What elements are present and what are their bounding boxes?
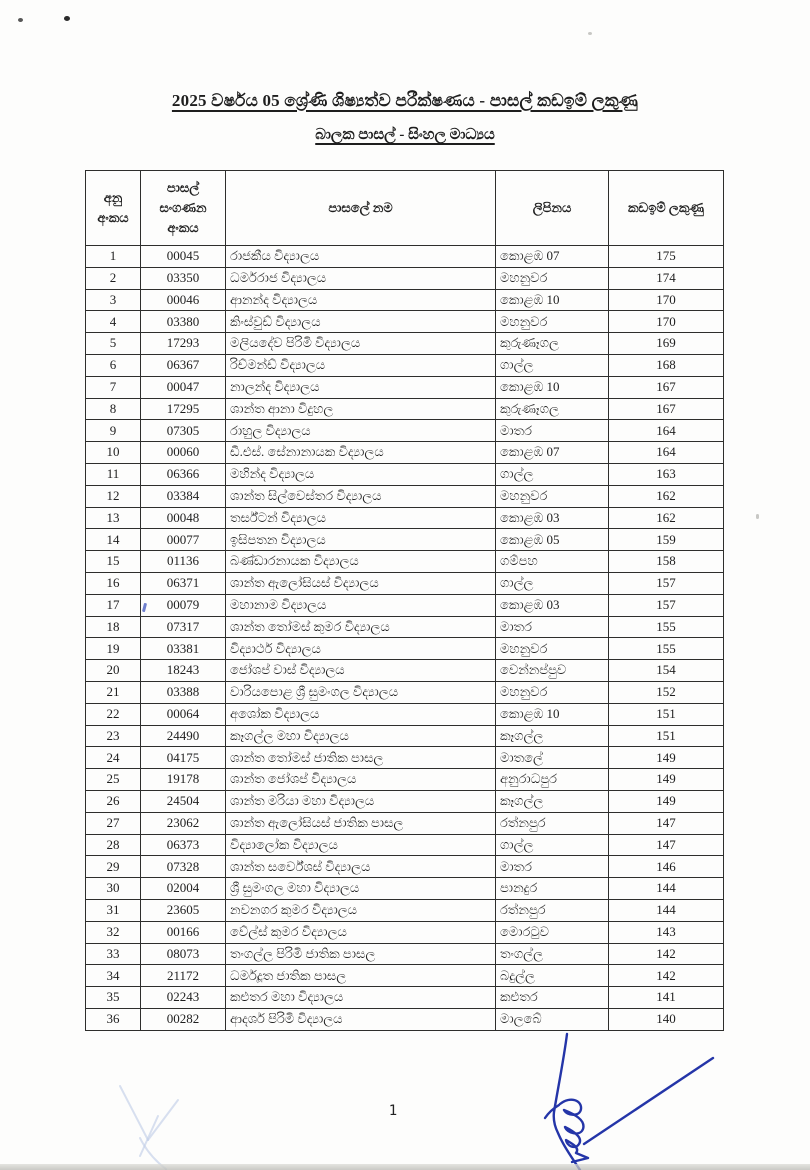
cell-address: රත්නපුර — [496, 899, 609, 921]
cell-census: 17293 — [141, 333, 226, 355]
cell-address: කොළඹ 03 — [496, 594, 609, 616]
cell-name: නාලන්ද විද්‍යාලය — [226, 376, 496, 398]
cell-no: 31 — [86, 899, 141, 921]
cell-no: 18 — [86, 616, 141, 638]
cell-name: ශාන්ත සර්වේශස් විද්‍යාලය — [226, 856, 496, 878]
cell-marks: 155 — [609, 638, 724, 660]
cell-no: 33 — [86, 943, 141, 965]
cell-name: ශාන්ත තෝමස් ජාතික පාසල — [226, 747, 496, 769]
cell-marks: 152 — [609, 681, 724, 703]
cell-marks: 151 — [609, 703, 724, 725]
cell-address: මාතර — [496, 616, 609, 638]
table-row — [86, 311, 724, 333]
cell-census: 03350 — [141, 267, 226, 289]
table-row — [86, 878, 724, 900]
cell-address: කෑගල්ල — [496, 790, 609, 812]
column-header-census: පාසල් සංගණන අංකය — [141, 171, 226, 246]
cell-marks: 147 — [609, 834, 724, 856]
cell-address: මොරටුව — [496, 921, 609, 943]
table-row — [86, 943, 724, 965]
cell-no: 2 — [86, 267, 141, 289]
cell-no: 14 — [86, 529, 141, 551]
cell-name: ශ්‍රී සුමංගල මහා විද්‍යාලය — [226, 878, 496, 900]
cell-marks: 141 — [609, 987, 724, 1009]
cell-address: වෙන්නප්පුව — [496, 660, 609, 682]
cell-marks: 170 — [609, 289, 724, 311]
cell-census: 00060 — [141, 442, 226, 464]
cell-census: 21172 — [141, 965, 226, 987]
cell-address: මහනුවර — [496, 267, 609, 289]
cell-no: 22 — [86, 703, 141, 725]
cell-no: 25 — [86, 769, 141, 791]
cell-census: 06371 — [141, 572, 226, 594]
cell-no: 6 — [86, 354, 141, 376]
cell-no: 30 — [86, 878, 141, 900]
cell-marks: 155 — [609, 616, 724, 638]
cell-census: 01136 — [141, 551, 226, 573]
cell-census: 24504 — [141, 790, 226, 812]
bleedthrough-ink — [92, 1078, 212, 1170]
cell-address: රත්නපුර — [496, 812, 609, 834]
cell-census: 00048 — [141, 507, 226, 529]
cell-address: මහනුවර — [496, 638, 609, 660]
cell-census: 00077 — [141, 529, 226, 551]
cell-marks: 154 — [609, 660, 724, 682]
table-row — [86, 398, 724, 420]
table-row — [86, 834, 724, 856]
cell-census: 03384 — [141, 485, 226, 507]
cell-address: කොළඹ 03 — [496, 507, 609, 529]
cell-name: විද්‍යාලෝක විද්‍යාලය — [226, 834, 496, 856]
cell-name: ධර්මරාජ විද්‍යාලය — [226, 267, 496, 289]
cell-census: 17295 — [141, 398, 226, 420]
table-row — [86, 681, 724, 703]
cell-no: 35 — [86, 987, 141, 1009]
cell-no: 34 — [86, 965, 141, 987]
cell-address: මාතලේ — [496, 747, 609, 769]
cell-census: 23605 — [141, 899, 226, 921]
cell-name: කිංස්වුඩ් විද්‍යාලය — [226, 311, 496, 333]
cell-census: 02243 — [141, 987, 226, 1009]
cell-census: 07305 — [141, 420, 226, 442]
table-row — [86, 442, 724, 464]
cell-marks: 168 — [609, 354, 724, 376]
cell-name: මලියදේව පිරිමි විද්‍යාලය — [226, 333, 496, 355]
cell-marks: 143 — [609, 921, 724, 943]
cell-no: 5 — [86, 333, 141, 355]
cell-marks: 157 — [609, 572, 724, 594]
cell-census: 03388 — [141, 681, 226, 703]
cell-no: 20 — [86, 660, 141, 682]
cell-name: වේල්ස් කුමර විද්‍යාලය — [226, 921, 496, 943]
table-row — [86, 420, 724, 442]
table-row — [86, 551, 724, 573]
cell-marks: 142 — [609, 943, 724, 965]
cell-census: 18243 — [141, 660, 226, 682]
scan-speck — [756, 514, 759, 519]
table-row — [86, 725, 724, 747]
cell-address: කොළඹ 10 — [496, 376, 609, 398]
cell-marks: 167 — [609, 398, 724, 420]
cell-census: 08073 — [141, 943, 226, 965]
cell-marks: 151 — [609, 725, 724, 747]
cell-address: ගම්පහ — [496, 551, 609, 573]
cell-census: 04175 — [141, 747, 226, 769]
table-header-row — [86, 171, 724, 246]
cell-no: 1 — [86, 246, 141, 268]
cell-name: අශෝක විද්‍යාලය — [226, 703, 496, 725]
cell-marks: 144 — [609, 899, 724, 921]
table-row — [86, 594, 724, 616]
cell-no: 27 — [86, 812, 141, 834]
cell-no: 24 — [86, 747, 141, 769]
cell-marks: 170 — [609, 311, 724, 333]
cell-no: 32 — [86, 921, 141, 943]
scan-edge-artifact — [0, 1164, 810, 1170]
column-header-name: පාසලේ නම — [226, 171, 496, 246]
cell-marks: 149 — [609, 790, 724, 812]
table-row — [86, 660, 724, 682]
cell-address: ගාල්ල — [496, 463, 609, 485]
cell-no: 16 — [86, 572, 141, 594]
table-row — [86, 354, 724, 376]
cell-address: මාලබේ — [496, 1008, 609, 1030]
cell-name: ශාන්ත ආනා විදුහල — [226, 398, 496, 420]
table-row — [86, 616, 724, 638]
cutoff-marks-table — [85, 170, 724, 1031]
cell-no: 3 — [86, 289, 141, 311]
cell-no: 4 — [86, 311, 141, 333]
cell-name: ආදර්ශ පිරිමි විද්‍යාලය — [226, 1008, 496, 1030]
cell-census: 06373 — [141, 834, 226, 856]
cell-no: 17 — [86, 594, 141, 616]
cell-marks: 162 — [609, 485, 724, 507]
cell-name: ආනන්ද විද්‍යාලය — [226, 289, 496, 311]
cell-census: 00282 — [141, 1008, 226, 1030]
cell-no: 7 — [86, 376, 141, 398]
cell-marks: 164 — [609, 420, 724, 442]
cell-census: 00079 — [141, 594, 226, 616]
cell-name: ශාන්ත තෝමස් කුමර විද්‍යාලය — [226, 616, 496, 638]
cell-address: කුරුණෑගල — [496, 333, 609, 355]
cell-census: 24490 — [141, 725, 226, 747]
cell-address: ගාල්ල — [496, 834, 609, 856]
cell-name: ශාන්ත ජෝශප් විද්‍යාලය — [226, 769, 496, 791]
cell-census: 00045 — [141, 246, 226, 268]
cell-address: කොළඹ 07 — [496, 246, 609, 268]
cell-marks: 144 — [609, 878, 724, 900]
column-header-marks: කඩඉම් ලකුණු — [609, 171, 724, 246]
cell-name: නවනගර කුමර විද්‍යාලය — [226, 899, 496, 921]
cell-marks: 142 — [609, 965, 724, 987]
table-row — [86, 572, 724, 594]
cell-name: ශාන්ත ඇලෝසියස් විද්‍යාලය — [226, 572, 496, 594]
cell-name: වාරියපොළ ශ්‍රී සුමංගල විද්‍යාලය — [226, 681, 496, 703]
cell-no: 26 — [86, 790, 141, 812]
cell-name: මහානාම විද්‍යාලය — [226, 594, 496, 616]
table-row — [86, 333, 724, 355]
cell-census: 06367 — [141, 354, 226, 376]
cell-no: 10 — [86, 442, 141, 464]
table-row — [86, 987, 724, 1009]
cell-census: 06366 — [141, 463, 226, 485]
cell-census: 00046 — [141, 289, 226, 311]
table-row — [86, 921, 724, 943]
cell-name: රාහුල විද්‍යාලය — [226, 420, 496, 442]
cell-address: ගාල්ල — [496, 572, 609, 594]
column-header-address: ලිපිනය — [496, 171, 609, 246]
cell-no: 23 — [86, 725, 141, 747]
table-row — [86, 246, 724, 268]
column-header-no: අනු අංකය — [86, 171, 141, 246]
cell-name: ජෝශප් වාස් විද්‍යාලය — [226, 660, 496, 682]
cell-name: කෑගල්ල මහා විද්‍යාලය — [226, 725, 496, 747]
cell-no: 19 — [86, 638, 141, 660]
scan-speck — [588, 32, 592, 35]
table-row — [86, 812, 724, 834]
cell-address: බදුල්ල — [496, 965, 609, 987]
cell-marks: 169 — [609, 333, 724, 355]
cell-address: ගාල්ල — [496, 354, 609, 376]
cell-census: 07317 — [141, 616, 226, 638]
table-row — [86, 747, 724, 769]
cell-address: මහනුවර — [496, 311, 609, 333]
cell-marks: 146 — [609, 856, 724, 878]
cell-name: මහින්ද විද්‍යාලය — [226, 463, 496, 485]
cell-marks: 149 — [609, 769, 724, 791]
cell-name: ශාන්ත සිල්වෙස්තර විද්‍යාලය — [226, 485, 496, 507]
cell-census: 00064 — [141, 703, 226, 725]
cell-marks: 159 — [609, 529, 724, 551]
cell-address: අනුරාධපුර — [496, 769, 609, 791]
cell-name: ඉසිපතන විද්‍යාලය — [226, 529, 496, 551]
cell-address: තංගල්ල — [496, 943, 609, 965]
table-row — [86, 638, 724, 660]
cell-marks: 158 — [609, 551, 724, 573]
cell-no: 8 — [86, 398, 141, 420]
cell-no: 28 — [86, 834, 141, 856]
table-row — [86, 289, 724, 311]
cell-marks: 157 — [609, 594, 724, 616]
scan-speck — [64, 16, 70, 21]
cell-name: රාජකීය විද්‍යාලය — [226, 246, 496, 268]
cell-census: 07328 — [141, 856, 226, 878]
table-row — [86, 769, 724, 791]
cell-no: 21 — [86, 681, 141, 703]
cell-no: 9 — [86, 420, 141, 442]
cell-marks: 162 — [609, 507, 724, 529]
cell-name: ශාන්ත මරියා මහා විද්‍යාලය — [226, 790, 496, 812]
cell-no: 12 — [86, 485, 141, 507]
table-row — [86, 965, 724, 987]
cell-address: පානදුර — [496, 878, 609, 900]
cell-name: ශාන්ත ඇලෝසියස් ජාතික පාසල — [226, 812, 496, 834]
cell-census: 03381 — [141, 638, 226, 660]
cell-census: 02004 — [141, 878, 226, 900]
cell-census: 19178 — [141, 769, 226, 791]
table-row — [86, 856, 724, 878]
cell-address: මහනුවර — [496, 681, 609, 703]
cell-name: කළුතර මහා විද්‍යාලය — [226, 987, 496, 1009]
cell-address: මාතර — [496, 856, 609, 878]
cell-no: 11 — [86, 463, 141, 485]
cell-marks: 174 — [609, 267, 724, 289]
cell-no: 13 — [86, 507, 141, 529]
cell-address: කොළඹ 10 — [496, 289, 609, 311]
table-row — [86, 376, 724, 398]
cell-address: කෑගල්ල — [496, 725, 609, 747]
table-row — [86, 529, 724, 551]
cell-census: 23062 — [141, 812, 226, 834]
table-row — [86, 485, 724, 507]
table-row — [86, 703, 724, 725]
cell-address: කොළඹ 10 — [496, 703, 609, 725]
cell-marks: 163 — [609, 463, 724, 485]
table-row — [86, 507, 724, 529]
cell-marks: 175 — [609, 246, 724, 268]
cell-no: 15 — [86, 551, 141, 573]
page-number: 1 — [388, 1103, 398, 1119]
page-subtitle: බාලක පාසල් - සිංහල මාධ්‍යය — [315, 127, 495, 143]
cell-address: කොළඹ 05 — [496, 529, 609, 551]
cell-name: රිච්මන්ඩ් විද්‍යාලය — [226, 354, 496, 376]
cell-name: තංගල්ල පිරිමි ජාතික පාසල — [226, 943, 496, 965]
cell-marks: 164 — [609, 442, 724, 464]
cell-name: ඩී.එස්. සේනානායක විද්‍යාලය — [226, 442, 496, 464]
cell-address: කුරුණෑගල — [496, 398, 609, 420]
table-row — [86, 267, 724, 289]
table-row — [86, 790, 724, 812]
cell-census: 00166 — [141, 921, 226, 943]
cell-name: ධර්මදූත ජාතික පාසල — [226, 965, 496, 987]
cell-census: 00047 — [141, 376, 226, 398]
table-row — [86, 463, 724, 485]
scan-speck — [18, 18, 23, 22]
table-body — [86, 246, 724, 1031]
cell-address: මහනුවර — [496, 485, 609, 507]
cell-address: කොළඹ 07 — [496, 442, 609, 464]
cell-marks: 147 — [609, 812, 724, 834]
cell-marks: 149 — [609, 747, 724, 769]
cell-no: 29 — [86, 856, 141, 878]
cell-name: විද්‍යාර්ථ විද්‍යාලය — [226, 638, 496, 660]
cell-address: මාතර — [496, 420, 609, 442]
cell-name: තර්ස්ටන් විද්‍යාලය — [226, 507, 496, 529]
table-row — [86, 899, 724, 921]
page-title: 2025 වර්ෂය 05 ශ්‍රේණි ශිෂ්‍යත්ව පරීක්ෂණය - පාසල් කඩඉම් ලකුණු — [171, 91, 639, 110]
cell-census: 03380 — [141, 311, 226, 333]
signature-ink — [520, 1020, 810, 1170]
cell-name: බණ්ඩාරනායක විද්‍යාලය — [226, 551, 496, 573]
cell-address: කළුතර — [496, 987, 609, 1009]
cell-no: 36 — [86, 1008, 141, 1030]
cell-marks: 167 — [609, 376, 724, 398]
cell-marks: 140 — [609, 1008, 724, 1030]
